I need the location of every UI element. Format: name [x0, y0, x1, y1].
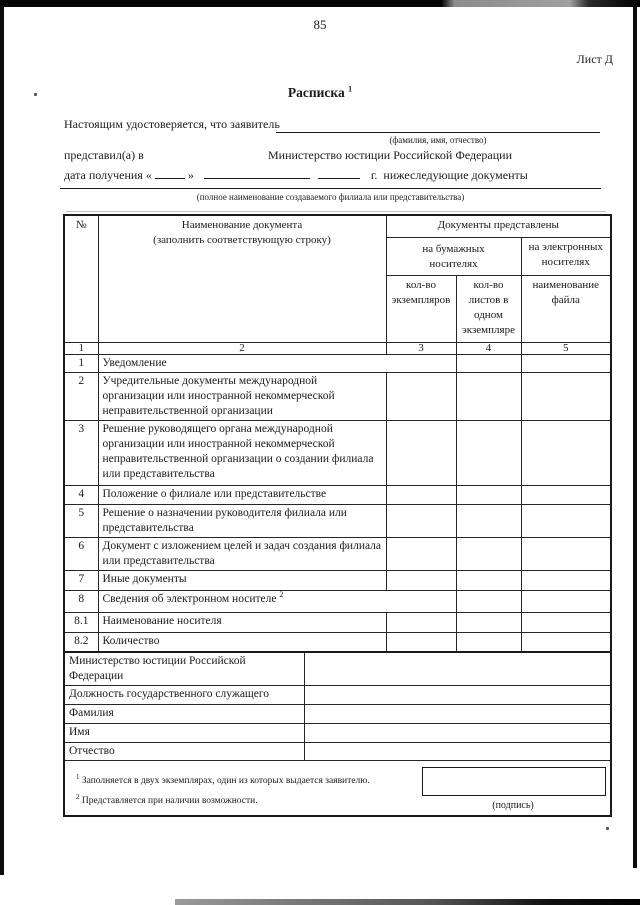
- cell-copies: [386, 486, 456, 505]
- table-row: [64, 421, 611, 486]
- cell-sheets: [456, 505, 521, 538]
- table-row: [64, 571, 611, 591]
- col-num: 4: [456, 343, 521, 355]
- officials-value: [304, 724, 611, 743]
- header-file: наименование файла: [521, 276, 611, 343]
- officials-label: Фамилия: [64, 705, 304, 724]
- column-numbering-row: [64, 343, 611, 355]
- cell-file: [521, 373, 611, 421]
- row-name: Решение руководящего органа международной организации или иностранной некоммерческой неправительственной организации о создании филиала или представительства: [98, 421, 386, 486]
- officials-label: Министерство юстиции Российской Федерации: [64, 652, 304, 686]
- cell-sheets: [456, 421, 521, 486]
- quote-close: »: [187, 168, 194, 182]
- cell-sheets: [456, 571, 521, 591]
- officials-label: Имя: [64, 724, 304, 743]
- officials-row: [64, 686, 611, 705]
- officials-label: Должность государственного служащего: [64, 686, 304, 705]
- intro-line1-label: Настоящим удостоверяется, что заявитель: [64, 117, 280, 131]
- officials-row: [64, 705, 611, 724]
- row-no: 8: [64, 591, 98, 613]
- row-name: Документ с изложением целей и задач создания филиала или представительства: [98, 538, 386, 571]
- table-row: [64, 613, 611, 633]
- footnote: [76, 789, 556, 809]
- document-title-text: Расписка: [287, 85, 345, 100]
- cell-copies: [386, 613, 456, 633]
- page-number: 85: [313, 17, 327, 32]
- cell-file: [521, 505, 611, 538]
- applicant-name-blank: [276, 116, 600, 133]
- row-name: Сведения об электронном носителе $^2$: [98, 591, 456, 613]
- header-sheets: кол-во листов в одном экземпляре: [456, 276, 521, 343]
- row-name: Количество: [98, 633, 386, 653]
- header-name-line2: (заполнить соответствующую строку): [153, 234, 331, 246]
- scan-border-top: [0, 0, 640, 7]
- cell-file: [521, 421, 611, 486]
- table-row: [64, 591, 611, 613]
- cell-file: [521, 633, 611, 653]
- row-no: 7: [64, 571, 98, 591]
- cell-file: [521, 486, 611, 505]
- table-row: [64, 505, 611, 538]
- officials-value: [304, 743, 611, 761]
- table-row: [64, 633, 611, 653]
- cell-copies: [386, 373, 456, 421]
- branch-name-blank: [60, 173, 601, 189]
- table-row: [64, 373, 611, 421]
- signature-caption: (подпись): [492, 800, 534, 811]
- row-no: 3: [64, 421, 98, 486]
- cell-file: [521, 591, 611, 613]
- scan-ghost-line: [66, 211, 606, 212]
- intro-line2-label: представил(а) в: [64, 148, 144, 162]
- officials-value: [304, 652, 611, 686]
- document-title: [0, 85, 640, 101]
- row-no: 4: [64, 486, 98, 505]
- col-num: 5: [521, 343, 611, 355]
- footnote-ref: 1: [76, 773, 80, 781]
- row-no: 1: [64, 355, 98, 373]
- table-header-row: [64, 215, 611, 238]
- header-name: [98, 215, 386, 343]
- header-group: Документы представлены: [386, 215, 611, 238]
- cell-sheets: [456, 633, 521, 653]
- documents-section: [63, 214, 612, 817]
- footnote-ref: 2: [76, 793, 80, 802]
- row-no: 2: [64, 373, 98, 421]
- header-electronic-group: на электронных носителях: [521, 238, 611, 276]
- ministry-name: Министерство юстиции Российской Федерации: [267, 148, 513, 162]
- row-no: 8.2: [64, 633, 98, 653]
- row-name: Уведомление: [98, 355, 456, 373]
- sheet-label: Лист Д: [576, 52, 613, 66]
- cell-file: [521, 538, 611, 571]
- row-name: Решение о назначении руководителя филиала или представительства: [98, 505, 386, 538]
- officials-label: Отчество: [64, 743, 304, 761]
- table-row: [64, 355, 611, 373]
- officials-value: [304, 686, 611, 705]
- row-no: 5: [64, 505, 98, 538]
- quote-open: «: [145, 168, 152, 182]
- footnote-text: Заполняется в двух экземплярах, один из которых выдается заявителю.: [81, 776, 370, 787]
- col-num: 3: [386, 343, 456, 355]
- intro-line1-caption: (фамилия, имя, отчество): [389, 135, 487, 145]
- row-name: Положение о филиале или представительстве: [98, 486, 386, 505]
- cell-sheets: [456, 613, 521, 633]
- cell-copies: [386, 505, 456, 538]
- header-no: №: [64, 215, 98, 343]
- cell-sheets: [456, 355, 521, 373]
- cell-sheets: [456, 591, 521, 613]
- row-name: Наименование носителя: [98, 613, 386, 633]
- cell-sheets: [456, 373, 521, 421]
- scan-border-bottom: [175, 899, 640, 905]
- branch-name-caption: (полное наименование создаваемого филиала или представительства): [196, 192, 465, 202]
- cell-sheets: [456, 538, 521, 571]
- documents-table: [63, 214, 612, 653]
- cell-file: [521, 613, 611, 633]
- table-row: [64, 538, 611, 571]
- cell-file: [521, 571, 611, 591]
- footnote: [76, 769, 556, 789]
- footnotes: [76, 769, 556, 809]
- scan-speck: [606, 827, 609, 830]
- footnote-text: Представляется при наличии возможности.: [81, 796, 258, 807]
- officials-value: [304, 705, 611, 724]
- row-no: 6: [64, 538, 98, 571]
- intro-line3-tail: нижеследующие документы: [383, 168, 528, 182]
- receipt-date-label: дата получения: [64, 168, 143, 182]
- officials-row: [64, 652, 611, 686]
- header-copies: кол-во экземпляров: [386, 276, 456, 343]
- col-num: 1: [64, 343, 98, 355]
- scan-border-left: [0, 5, 4, 875]
- cell-file: [521, 355, 611, 373]
- header-paper-group: на бумажных носителях: [386, 238, 521, 276]
- row-name: Учредительные документы международной организации или иностранной некоммерческой неправительственной организации: [98, 373, 386, 421]
- officials-row: [64, 724, 611, 743]
- col-num: 2: [98, 343, 386, 355]
- scan-border-right: [633, 0, 637, 868]
- cell-sheets: [456, 486, 521, 505]
- cell-copies: [386, 571, 456, 591]
- cell-copies: [386, 421, 456, 486]
- officials-row: [64, 743, 611, 761]
- header-name-line1: Наименование документа: [181, 219, 303, 231]
- row-footnote-ref: 2: [279, 590, 284, 600]
- year-suffix: г.: [370, 168, 378, 182]
- row-name: Иные документы: [98, 571, 386, 591]
- cell-copies: [386, 538, 456, 571]
- table-row: [64, 486, 611, 505]
- cell-copies: [386, 633, 456, 653]
- row-no: 8.1: [64, 613, 98, 633]
- title-footnote-ref: 1: [348, 84, 353, 94]
